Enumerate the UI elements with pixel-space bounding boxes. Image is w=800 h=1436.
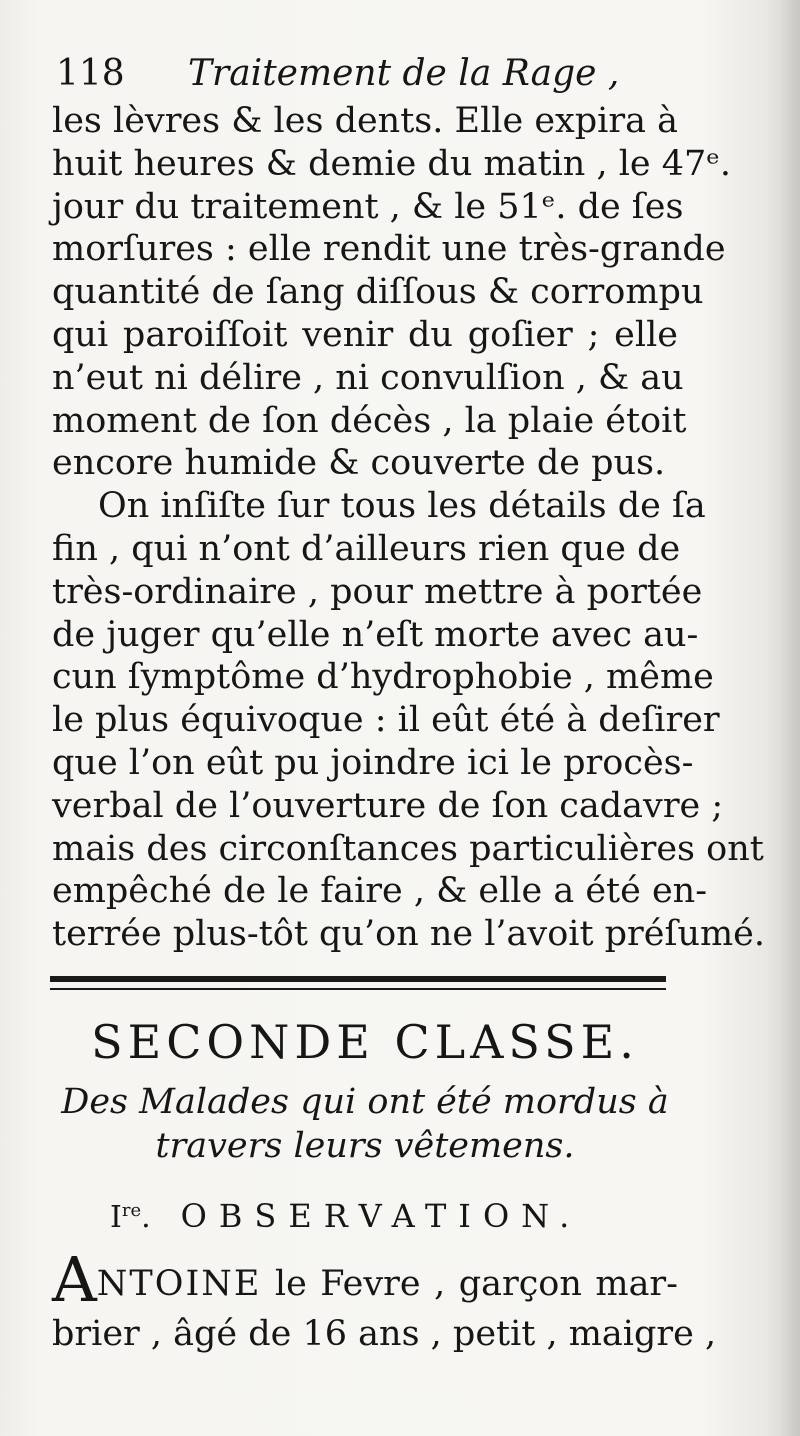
divider-thick-rule [50, 976, 666, 982]
paragraph-1 [52, 100, 731, 485]
text-line: le plus équivoque : il eût été à deſirer [52, 700, 720, 741]
text-line: terrée plus-tôt qu’on ne l’avoit préſumé. [52, 914, 766, 955]
subheading-line: travers leurs vêtemens. [155, 1126, 575, 1166]
text-line: cun ſymptôme d’hydrophobie , même [52, 657, 714, 698]
observation-number: Ire. [110, 1200, 151, 1235]
subheading-line: Des Malades qui ont été mordus à [61, 1082, 669, 1122]
page-edge-shadow [766, 0, 800, 1436]
text-line: brier , âgé de 16 ans , petit , maigre , [52, 1314, 717, 1354]
section-heading: SECONDE CLASSE. [91, 1015, 639, 1069]
text-line: quantité de ſang diſſous & corrompu [52, 272, 704, 313]
running-header [56, 46, 676, 102]
text-line: empêché de le faire , & elle a été en- [52, 871, 708, 912]
person-name: NTOINE [96, 1264, 262, 1304]
text-line: On inſiſte ſur tous les détails de ſa [98, 486, 706, 527]
text-line: ANTOINE le Fevre , garçon mar- [52, 1243, 678, 1316]
text-line: fin , qui n’ont d’ailleurs rien que de [52, 528, 681, 569]
text-line: morſures : elle rendit une très-grande [52, 229, 726, 270]
page-number: 118 [56, 53, 125, 94]
text-line: que l’on eût pu joindre ici le procès- [52, 742, 694, 783]
section-subheading [52, 1080, 678, 1168]
section-divider [50, 976, 666, 996]
observation-heading [110, 1186, 630, 1243]
text-line: qui paroiſſoit venir du goſier ; elle [52, 314, 678, 355]
text-line: huit heures & demie du matin , le 47ᵉ. [52, 143, 731, 184]
running-title: Traitement de la Rage , [188, 53, 620, 94]
text-line: verbal de l’ouverture de ſon cadavre ; [52, 785, 724, 826]
paragraph-2 [52, 485, 766, 956]
divider-thin-rule [50, 988, 666, 990]
text-line: encore humide & couverte de pus. [52, 443, 666, 484]
observation-title: OBSERVATION. [180, 1197, 582, 1235]
text-line: les lèvres & les dents. Elle expira à [52, 101, 678, 141]
observation-text [52, 1243, 717, 1358]
text-line: de juger qu’elle n’eſt morte avec au- [52, 614, 699, 655]
text-line: très-ordinaire , pour mettre à portée [52, 571, 703, 612]
body-text [52, 100, 766, 956]
text-line: n’eut ni délire , ni convulſion , & au [52, 357, 684, 398]
text-line: mais des circonſtances particulières ont [52, 828, 764, 869]
text-line: moment de ſon décès , la plaie étoit [52, 400, 687, 441]
text-line: jour du traitement , & le 51ᵉ. de ſes [52, 186, 684, 227]
drop-cap: A [52, 1243, 97, 1316]
